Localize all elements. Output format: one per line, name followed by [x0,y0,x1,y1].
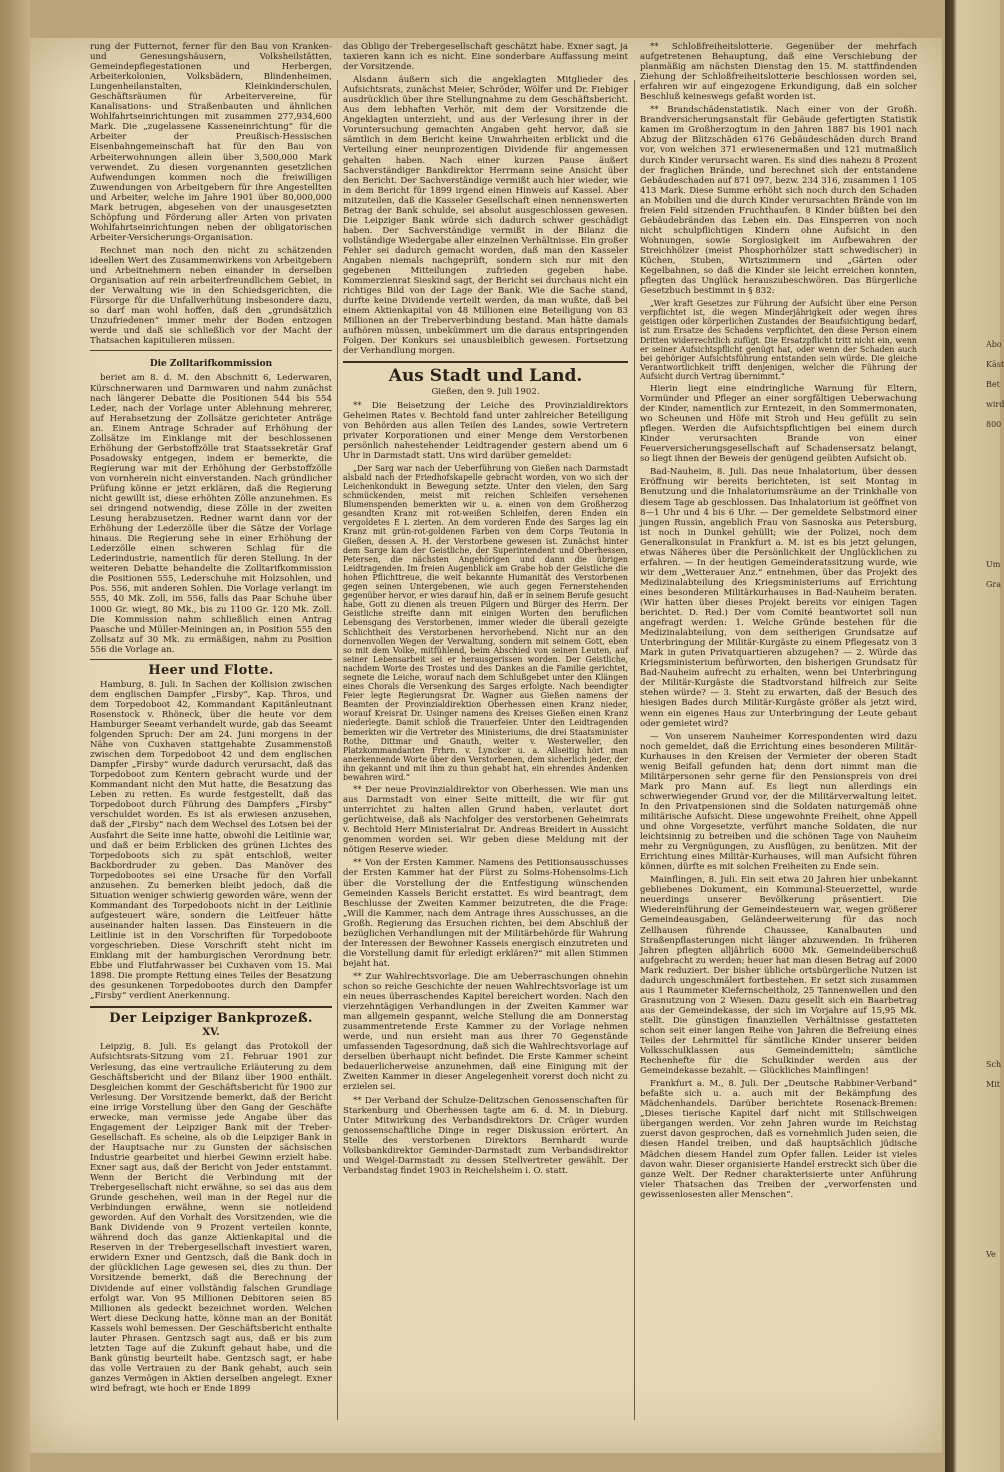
column-3 [640,42,917,1427]
article-text: Bad-Nauheim, 8. Juli. Das neue Inhalatorium, über dessen Eröffnung wir bereits berichteten, ist seit Montag in Benutzung und die Inhalatoriumsräume an der Trinkhalle von diesem Tage ab geschlossen. Das Inhalatorium ist geöffnet von 8—1 Uhr und 4 bis 6 Uhr. — Der gemeldete Selbstmord einer jungen Russin, angeblich Frau von Sasnoska aus Petersburg, ist noch in Dunkel gehüllt; wie der Polizei, noch dem Generalkonsulat in Frankfurt a. M. ist es bis jetzt gelungen, etwas Näheres über die Persönlichkeit der Unglücklichen zu erfahren. — In der heutigen Gemeinderatssitzung wurde, wie wir dem „Wetterauer Anz.“ entnehmen, über das Projekt des Medizinalabteilung des Kriegsministeriums auf Errichtung eines besonderen Militärkurhauses in Bad-Nauheim beraten. (Wir hatten über dieses Projekt bereits vor einigen Tagen berichtet. D. Red.) Der vom Comité beantwortet soll nun angefragt werden: 1. Welche Gründe bestehen für die Medizinalabteilung, von dem seitherigen Grundsatze auf Unterbringung der Militär-Kurgäste zu einem Pflegesatz von 3 Mark in guten Privatquartieren abzugehen? — 2. Würde das Kriegsministerium befürworten, den bisherigen Grundsatz für Bad-Nauheim aufrecht zu erhalten, wenn bei Unterbringung der Militär-Kurgäste die Stadtvorstand hilfreich zur Seite stehen würde? — 3. Steht zu erwarten, daß der Besuch des hiesigen Bades durch Militär-Kurgäste größer als jetzt wird, wenn ein eigenes Haus zur Unterbringung der Leute gebaut oder gemietet wird? [640,467,917,729]
edge-fragment: wird [986,400,1004,409]
column-rule [634,80,635,1420]
divider [90,659,332,660]
edge-fragment: Käst [986,360,1004,369]
edge-fragment: Ve [986,1250,996,1259]
section-heading: Heer und Flotte. [148,662,274,678]
edge-fragment: Abo [986,340,1002,349]
edge-fragment: Gra [986,580,1001,589]
edge-fragment: Um [986,560,1001,569]
edge-fragment: Bet [986,380,1000,389]
article-text: Mainflingen, 8. Juli. Ein seit etwa 20 Jahren hier unbekannt gebliebenes Dokument, ein Kommunal-Steuerzettel, wurde neuerdings unserer Bevölkerung präsentiert. Die Wiedereinführung der Gemeindesteuern war, wegen größerer Gemeindeausgaben, Geländeerweiterung für das noch Zellhausen führende Chaussee, Kanalbauten und Straßenpflasterungen nicht länger abzuwenden. In früheren Jahren pflegten alljährlich 6000 Mk. Gemeindeüberschuß aufgebracht zu werden; heuer hat man diesen Betrag auf 2000 Mark reduziert. Der bisher übliche ortsbürgerliche Nutzen ist dadurch ungeschmälert fortbestehen. Er setzt sich zusammen aus 1 Raummeter Kiefernscheitholz, 25 Tannenwellen und den Grasnutzung von 2 Wiesen. Dazu gesellt sich ein Baarbetrag aus der Gemeindekasse, der sich im Vorjahre auf 15,95 Mk. stellt. Die günstigen finanziellen Verhältnisse gestatteten schon seit einer langen Reihe von Jahren die Befreiung eines Teiles der Lehrmittel für sämtliche Kinder unserer beiden Volksschulklassen aus Gemeindemitteln; sämtliche Rechenhefte für die Schulkinder werden aus der Gemeindekasse bezahlt. — Glückliches Mainflingen! [640,875,917,1077]
edge-fragment: Mit [986,1080,1000,1089]
article-text: das Obligo der Trebergesellschaft geschätzt habe. Exner sagt, ja taxieren kann ich es nicht. Eine sonderbare Auffassung meint der Vorsitzende. [343,42,628,73]
article-text: Rechnet man noch den nicht zu schätzenden ideellen Wert des Zusammenwirkens von Arbeitgebern und Arbeitnehmern neben einander in derselben Organisation auf rein arbeiterfreundlichem Gebiet, in der Verwaltung wie in den Schiedsgerichten, die Fürsorge für die Unfallverhütung insbesondere dazu, so darf man wohl hoffen, daß den „grundsätzlich Unzufriedenen“ immer mehr der Boden entzogen werde und daß sie schließlich vor der Macht der Thatsachen kapitulieren müssen. [90,245,332,347]
article-text: ** Brandschädenstatistik. Nach einer von der Großh. Brandversicherungsanstalt für Gebäude gefertigten Statistik kamen im Großherzogtum in den Jahren 1887 bis 1901 nach Abzug der Blitzschäden 6176 Gebäudeschäden durch Brand vor, von welchen 371 erwiesenermaßen und 121 mutmaßlich durch Kinder verursacht waren. Es sind dies nahezu 8 Prozent der fraglichen Brände, und berechnet sich der entstandene Gebäudeschaden auf 871 097, bezw. 234 316, zusammen 1 105 413 Mark. Diese Summe erhöht sich noch durch den Schaden an Mobilien und die durch Kinder verursachten Brände von im freien Feld sitzenden Fruchthaufen. 8 Kinder büßten bei den Gebäudebränden das Leben ein. Das Einsperren von noch nicht schulpflichtigen Kindern ohne Aufsicht in den Wohnungen, sowie Sorglosigkeit im Aufbewahren der Streichhölzer (meist Phosphorhölzer statt schwedischer) in Küchen, Stuben, Wirtszimmern und „Gärten oder Kegelbahnen, so daß die Kinder sie leicht erreichen konnten, pflegten das Unglück herauszubeschwören. Das Bürgerliche Gesetzbuch bestimmt in § 832: [640,105,917,297]
article-text: Alsdann äußern sich die angeklagten Mitglieder des Aufsichtsrats, zunächst Meier, Schröder, Wölfer und Dr. Fiebiger ausdrücklich über ihre Stellungnahme zu dem Geschäftsbericht. Aus dem lebhaften Verhör, mit dem der Vorsitzende die Angeklagten unterzieht, und aus der Verlesung ihrer in der Voruntersuchung gemachten Angaben geht hervor, daß sie sämtlich in dem Bericht keine Unwahrheiten erblickt und die Verteilung einer neunprozentigen Dividende für angemessen gehalten haben. Nach einer kurzen Pause äußert Sachverständiger Bankdirektor Herrmann seine Ansicht über den Bericht. Der Sachverständige vermißt auch hier wieder, wie in dem Bericht für 1899 irgend einen Hinweis auf Kassel. Aber mitzuteilen, daß die Kasseler Gesellschaft einen nennenswerten Betrag der Bank schulde, sei absolut ausgeschlossen gewesen. Die Leipziger Bank würde sich dadurch schwer geschädigt haben. Der Sachverständige vermißt in der Bilanz die vollständige Wiedergabe aller einzelnen Verhältnisse. Ein großer Fehler sei dadurch gemacht worden, daß man den Kasseler Angaben niemals nachgeprüft, sondern sich nur mit den gegebenen Mitteilungen zufrieden gegeben habe. Kommerzienrat Sieskind sagt, der Bericht sei durchaus nicht ein richtiges Bild von der Lage der Bank. Wie die Sache stand, durfte keine Dividende verteilt werden, da man wußte, daß bei einem Aktienkapital von 48 Millionen eine Beteiligung von 83 Millionen an der Treberverbindung bestand. Man hätte damals aufhören müssen, unbekümmert um die daraus entspringenden Folgen. Der Konkurs sei unausbleiblich gewesen. Fortsetzung der Verhandlung morgen. [343,75,628,357]
dateline: Gießen, den 9. Juli 1902. [431,386,540,397]
column-2 [343,42,628,1427]
divider [90,1006,332,1008]
article-text: — Von unserem Nauheimer Korrespondenten wird dazu noch gemeldet, daß die Errichtung eines besonderen Militär-Kurhauses in den Kreisen der Vermieter der oberen Stadt wenig Beifall gefunden hat; denn dort nimmt man die Militärpersonen sehr gerne für den Pensionspreis von drei Mark pro Mann auf. Es liegt nun allerdings ein schwerwiegender Grund vor, der die Militärverwaltung leitet. In den Privatpensionen sind die Soldaten naturgemäß ohne militärische Aufsicht. Diese ungewohnte Freiheit, ohne Appell und ohne Vorgesetzte, verführt manche Soldaten, die nur leichtsinnig zu betreiben und die schönen Tage von Nauheim mehr zu Vergnügungen, zu Ausflügen, zu benützen. Mit der Errichtung eines Militär-Kurhauses, will man Aufsicht führen können, dürfte es mit solchen Freiheiten zu Ende sein. [640,731,917,873]
edge-fragment: Sch [986,1060,1002,1069]
article-text: Frankfurt a. M., 8. Juli. Der „Deutsche Rabbiner-Verband“ befaßte sich u. a. auch mit der Bekämpfung des Mädchenhandels. Darüber berichtete Rosenack-Bremen: „Dieses tierische Kapitel darf nicht mit Stillschweigen übergangen werden. Vor zehn Jahren wurde im Reichstag zuerst davon gesprochen, daß es vornehmlich Juden seien, die diesen Handel treiben, und daß hauptsächlich jüdische Mädchen diesem Handel zum Opfer fallen. Leider ist vieles davon wahr. Dieser organisierte Handel erstreckt sich über die ganze Welt. Der Redner charakterisierte unter Anführung vieler Thatsachen das Treiben der „verworfensten und gewissenlosesten aller Menschen“. [640,1079,917,1200]
column-rule [337,80,338,1420]
section-heading: Aus Stadt und Land. [388,366,583,387]
article-text: ** Von der Ersten Kammer. Namens des Petitionsausschusses der Ersten Kammer hat der Fürst zu Solms-Hohensolms-Lich über die Vorstellung der die Entfestigung wünschenden Gemeinden Kassels Bericht erstattet. Es wird beantragt, dem Beschlusse der Zweiten Kammer beizutreten, die die Frage: „Will die Kammer, nach dem Antrage ihres Ausschusses, an die Großh. Regierung das Ersuchen richten, bei dem Abschluß der bezüglichen Verhandlungen mit der Militärbehörde für Wahrung der Interessen der Bewohner Kasseis energisch einzutreten und die Vorstellung damit für erledigt erklären?“ mit allen Stimmen bejaht hat. [343,858,628,969]
column-1 [90,42,332,1427]
article-text: Hamburg, 8. Juli. In Sachen der Kollision zwischen dem englischen Dampfer „Firsby“, Kap. Thros, und dem Torpedoboot 42, Kommandant Kapitänleutnant Rosenstock v. Rhöneck, über die heute vor dem Hamburger Seeamt verhandelt wurde, gab das Seeamt folgenden Spruch: Der am 24. Juni morgens in der Nähe von Cuxhaven stattgehabte Zusammenstoß zwischen dem Torpedoboot 42 und dem englischen Dampfer „Firsby“ wurde dadurch verursacht, daß das Torpedoboot zum Kentern gebracht wurde und der Kommandant nicht den Mut hatte, die Besatzung das Leben zu retten. Es wurde festgestellt, daß das Torpedoboot durch Führung des Dampfers „Firsby“ verschuldet worden. Es ist als erwiesen anzusehen, daß der „Firsby“ nach dem Wechsel des Lotsen bei der Ausfahrt die Seite inne hatte, obwohl die Leitlinie war, und daß er beim Erblicken des grünen Lichtes des Torpedoboots sich zu spät entschloß, weiter Backbordruder zu geben. Das Manöver des Torpedobootes sei eine Ursache für den Vorfall anzusehen. Zu bemerken bleibt jedoch, daß die Situation weniger schwierig geworden wäre, wenn der Kommandant des Torpedoboots nicht in der Leitlinie aufgesteuert wäre, sondern die Leitfeuer hätte auseinander halten lassen. Das Einsteuern in die Leitlinie ist in den Vorschriften für Torpedoboote vorgeschrieben. Diese Vorschrift steht nicht im Einklang mit der hamburgischen Verordnung betr. Ebbe und Flutfahrwasser bei Cuxhaven vom 15. Mai 1898. Die prompte Rettung eines Teiles der Besatzung des gesunkenen Torpedobootes durch den Dampfer „Firsby“ verdient Anerkennung. [90,679,332,1002]
article-text: rung der Futternot, ferner für den Bau von Kranken- und Genesungshäusern, Volksheilstätten, Gemeindepflegestationen und Herbergen, Arbeiterkolonien, Volksbädern, Blindenheimen, Lungenheilanstalten, Kleinkinderschulen, Geschäftsräumen für Arbeitervereine, für Kanalisations- und Straßenbauten und ähnlichen Wohlfahrtseinrichtungen mit zusammen 277,934,600 Mark. Die „zugelassene Kasseneinrichtung“ für die Arbeiter der Preußisch-Hessischen Eisenbahngemeinschaft hat für den Bau von Arbeiterwohnungen allein über 3,500,000 Mark verwendet. Zu diesen vorgenannten gesetzlichen Aufwendungen kommen noch die freiwilligen Zuwendungen von Arbeitgebern für ihre Angestellten und Arbeiter, welche im Jahre 1901 über 80,000,000 Mark betrugen, abgesehen von der unausgesetzten Schöpfung und Förderung aller Arten von privaten Wohlfahrtseinrichtungen neben der obligatorischen Arbeiter-Versicherungs-Organisation. [90,42,332,243]
article-text: Leipzig, 8. Juli. Es gelangt das Protokoll der Aufsichtsrats-Sitzung vom 21. Februar 1901 zur Verlesung, das eine vertrauliche Erläuterung zu dem Geschäftsbericht und der Bilanz über 1900 enthält. Desgleichen kommt der Geschäftsbericht für 1900 zur Verlesung. Der Vorsitzende bemerkt, daß der Bericht eine irrige Vorstellung über den Gang der Geschäfte erwecke, man vermisse jede Angabe über das Engagement der Leipziger Bank mit der Treber-Gesellschaft. Es scheine, als ob die Leipziger Bank in der Hauptsache nur zu Gunsten der sächsischen Industrie gearbeitet und hierbei Gewinn erzielt habe. Exner sagt aus, daß der Bericht von Jeder entstammt. Wenn der Bericht die Verbindung mit der Trebergesellschaft nicht erwähne, so sei das aus dem Grunde geschehen, weil man in der Regel nur die Verbindungen erwähne, wenn sie notleidend geworden. Auf den Vorhalt des Vorsitzenden, wie die Bank Dividende von 9 Prozent verteilen konnte, während doch das ganze Aktienkapital und die Reserven in der Trebergesellschaft investiert waren, erwidern Exner und Gentzsch, daß die Bank doch in der glücklichen Lage gewesen sei, dies zu thun. Der Vorsitzende bemerkt, daß die Berechnung der Dividende auf einer vollständig falschen Grundlage erfolgt war. Von 95 Millionen Debitoren seien 85 Millionen als gedeckt bezeichnet worden. Welchen Wert diese Deckung hatte, könne man an der Bonität Kassels wohl bemessen. Der Geschäftsbericht enthalte lauter Phrasen. Gentzsch sagt aus, daß er bis zum letzten Tage auf die Zukunft gebaut habe, und die Bank günstig beurteilt habe. Gentzsch sagt, er habe das volle Vertrauen zu der Bank gehabt, auch sein ganzes Vermögen in Aktien derselben angelegt. Exner wird befragt, wie hoch er Ende 1899 [90,1042,332,1394]
section-heading: Der Leipziger Bankprozeß. [109,1011,313,1027]
divider [90,350,332,351]
article-quote: „Wer kraft Gesetzes zur Führung der Aufsicht über eine Person verpflichtet ist, die wegen Minderjährigkeit oder wegen ihres geistigen oder körperlichen Zustandes der Beaufsichtigung bedarf, ist zum Ersatze des Schadens verpflichtet, den diese Person einem Dritten widerrechtlich zufügt. Die Ersatzpflicht tritt nicht ein, wenn er seiner Aufsichtspflicht genügt hat, oder wenn der Schaden auch bei gehöriger Aufsichtsführung entstanden sein würde. Die gleiche Verantwortlichkeit trifft denjenigen, welcher die Führung der Aufsicht durch Vertrag übernimmt.“ [640,299,917,381]
article-text: ** Zur Wahlrechtsvorlage. Die am Ueberraschungen ohnehin schon so reiche Geschichte der neuen Wahlrechtsvorlage ist um ein neues überraschendes Kapitel bereichert worden. Nach den vierzehntägigen Verhandlungen in der Zweiten Kammer war man allgemein gespannt, welche Stellung die am Donnerstag zusammentretende Erste Kammer zu der Vorlage nehmen werde, und nun ersieht man aus ihrer 70 Gegenstände umfassenden Tagesordnung, daß sich die Wahlrechtsvorlage auf derselben überhaupt nicht befindet. Die Erste Kammer scheint bedauerlicherweise anzunehmen, daß eine Einigung mit der Zweiten Kammer in dieser Angelegenheit vorerst doch nicht zu erzielen sei. [343,971,628,1093]
article-text: ** Der neue Provinzialdirektor von Oberhessen. Wie man uns aus Darmstadt von einer Seite mitteilt, die wir für gut unterrichtet zu halten allen Grund haben, verlautet dort gerüchtweise, daß als Nachfolger des verstorbenen Geheimrats v. Bechtold Herr Ministerialrat Dr. Andreas Breidert in Aussicht genommen worden sei. Wir geben diese Meldung mit der nötigen Reserve wieder. [343,785,628,856]
article-text: ** Die Beisetzung der Leiche des Provinzialdirektors Geheimen Rates v. Bechtold fand unter zahlreicher Beteiligung von Behörden aus allen Teilen des Landes, sowie Vertretern privater Korporationen und einer Menge dem Verstorbenen persönlich nahestehender Leidtragender gestern abend um 6 Uhr in Darmstadt statt. Uns wird darüber gemeldet: [343,400,628,461]
article-text: beriet am 8. d. M. den Abschnitt 6, Lederwaren, Kürschnerwaren und Darmwaren und nahm zunächst nach längerer Debatte die Positionen 544 bis 554 Leder, nach der Vorlage unter Ablehnung mehrerer, auf Herabsetzung der Zollsätze gerichteter Anträge an. Einem Antrage Schrader auf Erhöhung der Zollsätze im Einklange mit der beschlossenen Erhöhung der Gerbstoffzölle trat Staatssekretär Graf Posadowsky entgegen, indem er bemerkte, die Regierung war mit der Erhöhung der Gerbstoffzölle von vornherein nicht einverstanden. Nach gründlicher Prüfung könne er jetzt erklären, daß die Regierung nicht gewillt ist, diese erhöhten Zölle anzunehmen. Es sei dringend notwendig, diese Zölle in der zweiten Lesung herabzusetzen. Redner warnt dann vor der Erhöhung der Lederzölle über die Sätze der Vorlage hinaus. Die Regierung sehe in einer Erhöhung der Lederzölle einen schweren Schlag für die Lederindustrie, namentlich für deren Stellung. In der weiteren Debatte behandelte die Zolltarifkommission die Positionen 555, Lederschuhe mit Holzsohlen, und Pos. 556, mit anderen Sohlen. Die Vorlage verlangt im 555, 40 Mk. Zoll, im 556, falls das Paar Schuhe über 1000 Gr. wiegt, 80 Mk., bis zu 1100 Gr. 120 Mk. Zoll. Die Kommission nahm schließlich einen Antrag Paasche und Müller-Meiningen an, in Position 555 den Zollsatz auf 30 Mk. zu ermäßigen, nahm zu Position 556 die Vorlage an. [90,373,332,655]
article-quote: „Der Sarg war nach der Ueberführung von Gießen nach Darmstadt alsbald nach der Friedhofskapelle gebracht worden, von wo sich der Leichenkondukt in Bewegung setzte. Unter den vielen, den Sarg schmückenden, meist mit reichen Schleifen versehenen Blumenspenden bemerkten wir u. a. einen von dem Großherzog gesandten Kranz mit rot-weißen Schleifen, deren Enden ein vergoldetes E L zierten. An dem vorderen Ende des Sarges lag ein Kranz mit grün-rot-goldenen Farben von dem Corps Teutonia in Gießen, dessen A. H. der Verstorbene gewesen ist. Zunächst hinter dem Sarge kam der Geistliche, der Superintendent und Oberhessen, Petersen, die nächsten Angehörigen und dann die übrigen Leidtragenden. Im freien Augenblick am Grabe hob der Geistliche die hohen Pflichttreue, die weit bekannte Humanität des Verstorbenen gegen seinen Untergebenen, wie auch gegen Fernerstehenden gegenüber hervor, er wies darauf hin, daß er in seinem Berufe gesucht habe, Gott zu dienen als treuen Pilgern und Bürger des Herrn. Der Geistliche streifte dann mit einigen Worten den beruflichen Lebensgang des Verstorbenen, immer wieder die überall gezeigte Schlichtheit des Verstorbenen hervorhebend. Nicht nur an den dornenvollen Wegen der Verwaltung, sondern mit seinem Gott, eben so mit dem Volke, mitfühlend, beim Abschied von seinen Leuten, auf seiner Lebensarbeit sei er herausgerissen worden. Der Geistliche, nachdem Worte des Trostes und des Dankes an die Familie gerichtet, segnete die Leiche, worauf nach dem Schlußgebet unter den Klängen eines Chorals die Versenkung des Sarges erfolgte. Nach beendigter Feier legte Regierungsrat Dr. Wagner aus Gießen namens der Beamten der Provinzialdirektion Oberhessen einen Kranz nieder, worauf Kreisrat Dr. Usinger namens des Kreises Gießen einen Kranz niederlegte. Damit schloß die Trauerfeier. Unter den Leidtragenden bemerkten wir die Vertreter des Ministeriums, die drei Staatsminister Rothe, Dittmar und Gnauth, weiter v. Westerweller, den Platzkommandanten Frhrn. v. Lyncker u. a. Allseitig hört man anerkennende Worte über den Verstorbenen, dem sicherlich jeder, der ihn gekannt und mit ihm zu thun gehabt hat, ein ehrendes Andenken bewahren wird.“ [343,463,628,783]
edge-fragment: 800 [986,420,1002,429]
divider [343,361,628,363]
article-text: Hierin liegt eine eindringliche Warnung für Eltern, Vormünder und Pfleger an einer sorgfältigen Ueberwachung der Kinder, namentlich zur Erntezeit, in den Sommermonaten, wo Scheunen und Höfe mit Stroh und Heu gefüllt zu sein pflegen. Werden die Aufsichtspflichtigen bei einem durch Kinder verursachten Brande von einer Feuerversicherungsgesellschaft auf Schadensersatz belangt, so liegt ihnen der Beweis der genügend geübten Aufsicht ob. [640,384,917,465]
article-text: ** Schloßfreiheitslotterie. Gegenüber der mehrfach aufgetretenen Behauptung, daß eine Verschiebung der planmäßig am nächsten Dienstag den 15. M. stattfindenden Ziehung der Schloßfreiheitslotterie beschlossen worden sei, erfahren wir auf eingezogene Erkundigung, daß ein solcher Beschluß keineswegs gefaßt worden ist. [640,42,917,103]
section-heading: Die Zolltarifkommission [149,359,273,370]
article-text: ** Der Verband der Schulze-Delitzschen Genossenschaften für Starkenburg und Oberhessen tagte am 6. d. M. in Dieburg. Unter Mitwirkung des Verbandsdirektors Dr. Crüger wurden genossenschaftliche Dinge in reger Diskussion erörtert. An Stelle des verstorbenen Direktors Bernhardt wurde Volksbankdirektor Geminder-Darmstadt zum Verbandsdirektor und Weigel-Darmstadt zu dessen Stellvertreter gewählt. Der Verbandstag findet 1903 in Reichelsheim i. O. statt. [343,1095,628,1176]
installment-number: XV. [202,1027,220,1039]
binding-shadow [0,0,30,1472]
